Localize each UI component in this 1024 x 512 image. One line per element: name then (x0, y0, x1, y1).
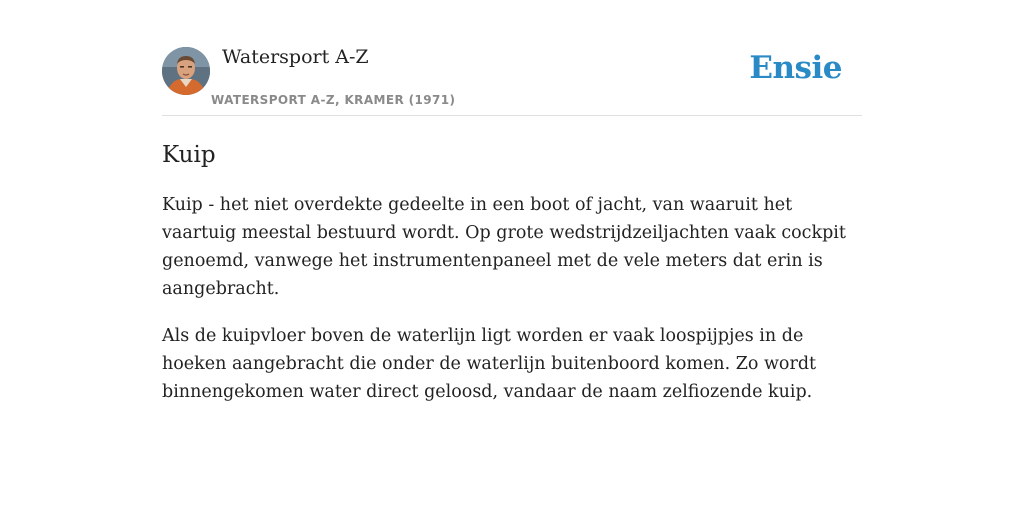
entry-title: Kuip (162, 142, 216, 168)
ensie-logo[interactable]: Ensie (749, 50, 842, 86)
entry-paragraph-1: Kuip - het niet overdekte gedeelte in een boot of jacht, van waaruit het vaartuig meestal bestuurd wordt. Op grote wedstrijdzeiljachten vaak cockpit genoemd, vanwege het instrumentenpaneel met de vele meters dat erin is aangebracht. (162, 195, 846, 299)
entry-header (162, 46, 862, 116)
source-reference[interactable]: WATERSPORT A-Z, KRAMER (1971) (211, 93, 456, 107)
entry-paragraph-2: Als de kuipvloer boven de waterlijn ligt worden er vaak loospijpjes in de hoeken aangebracht die onder de waterlijn buitenboord komen. Zo wordt binnengekomen water direct geloosd, vandaar de naam zelfiozende kuip. (162, 326, 817, 402)
author-avatar[interactable] (162, 47, 210, 95)
author-photo (162, 47, 210, 95)
author-name[interactable]: Watersport A-Z (222, 46, 369, 68)
entry-card (162, 46, 862, 406)
